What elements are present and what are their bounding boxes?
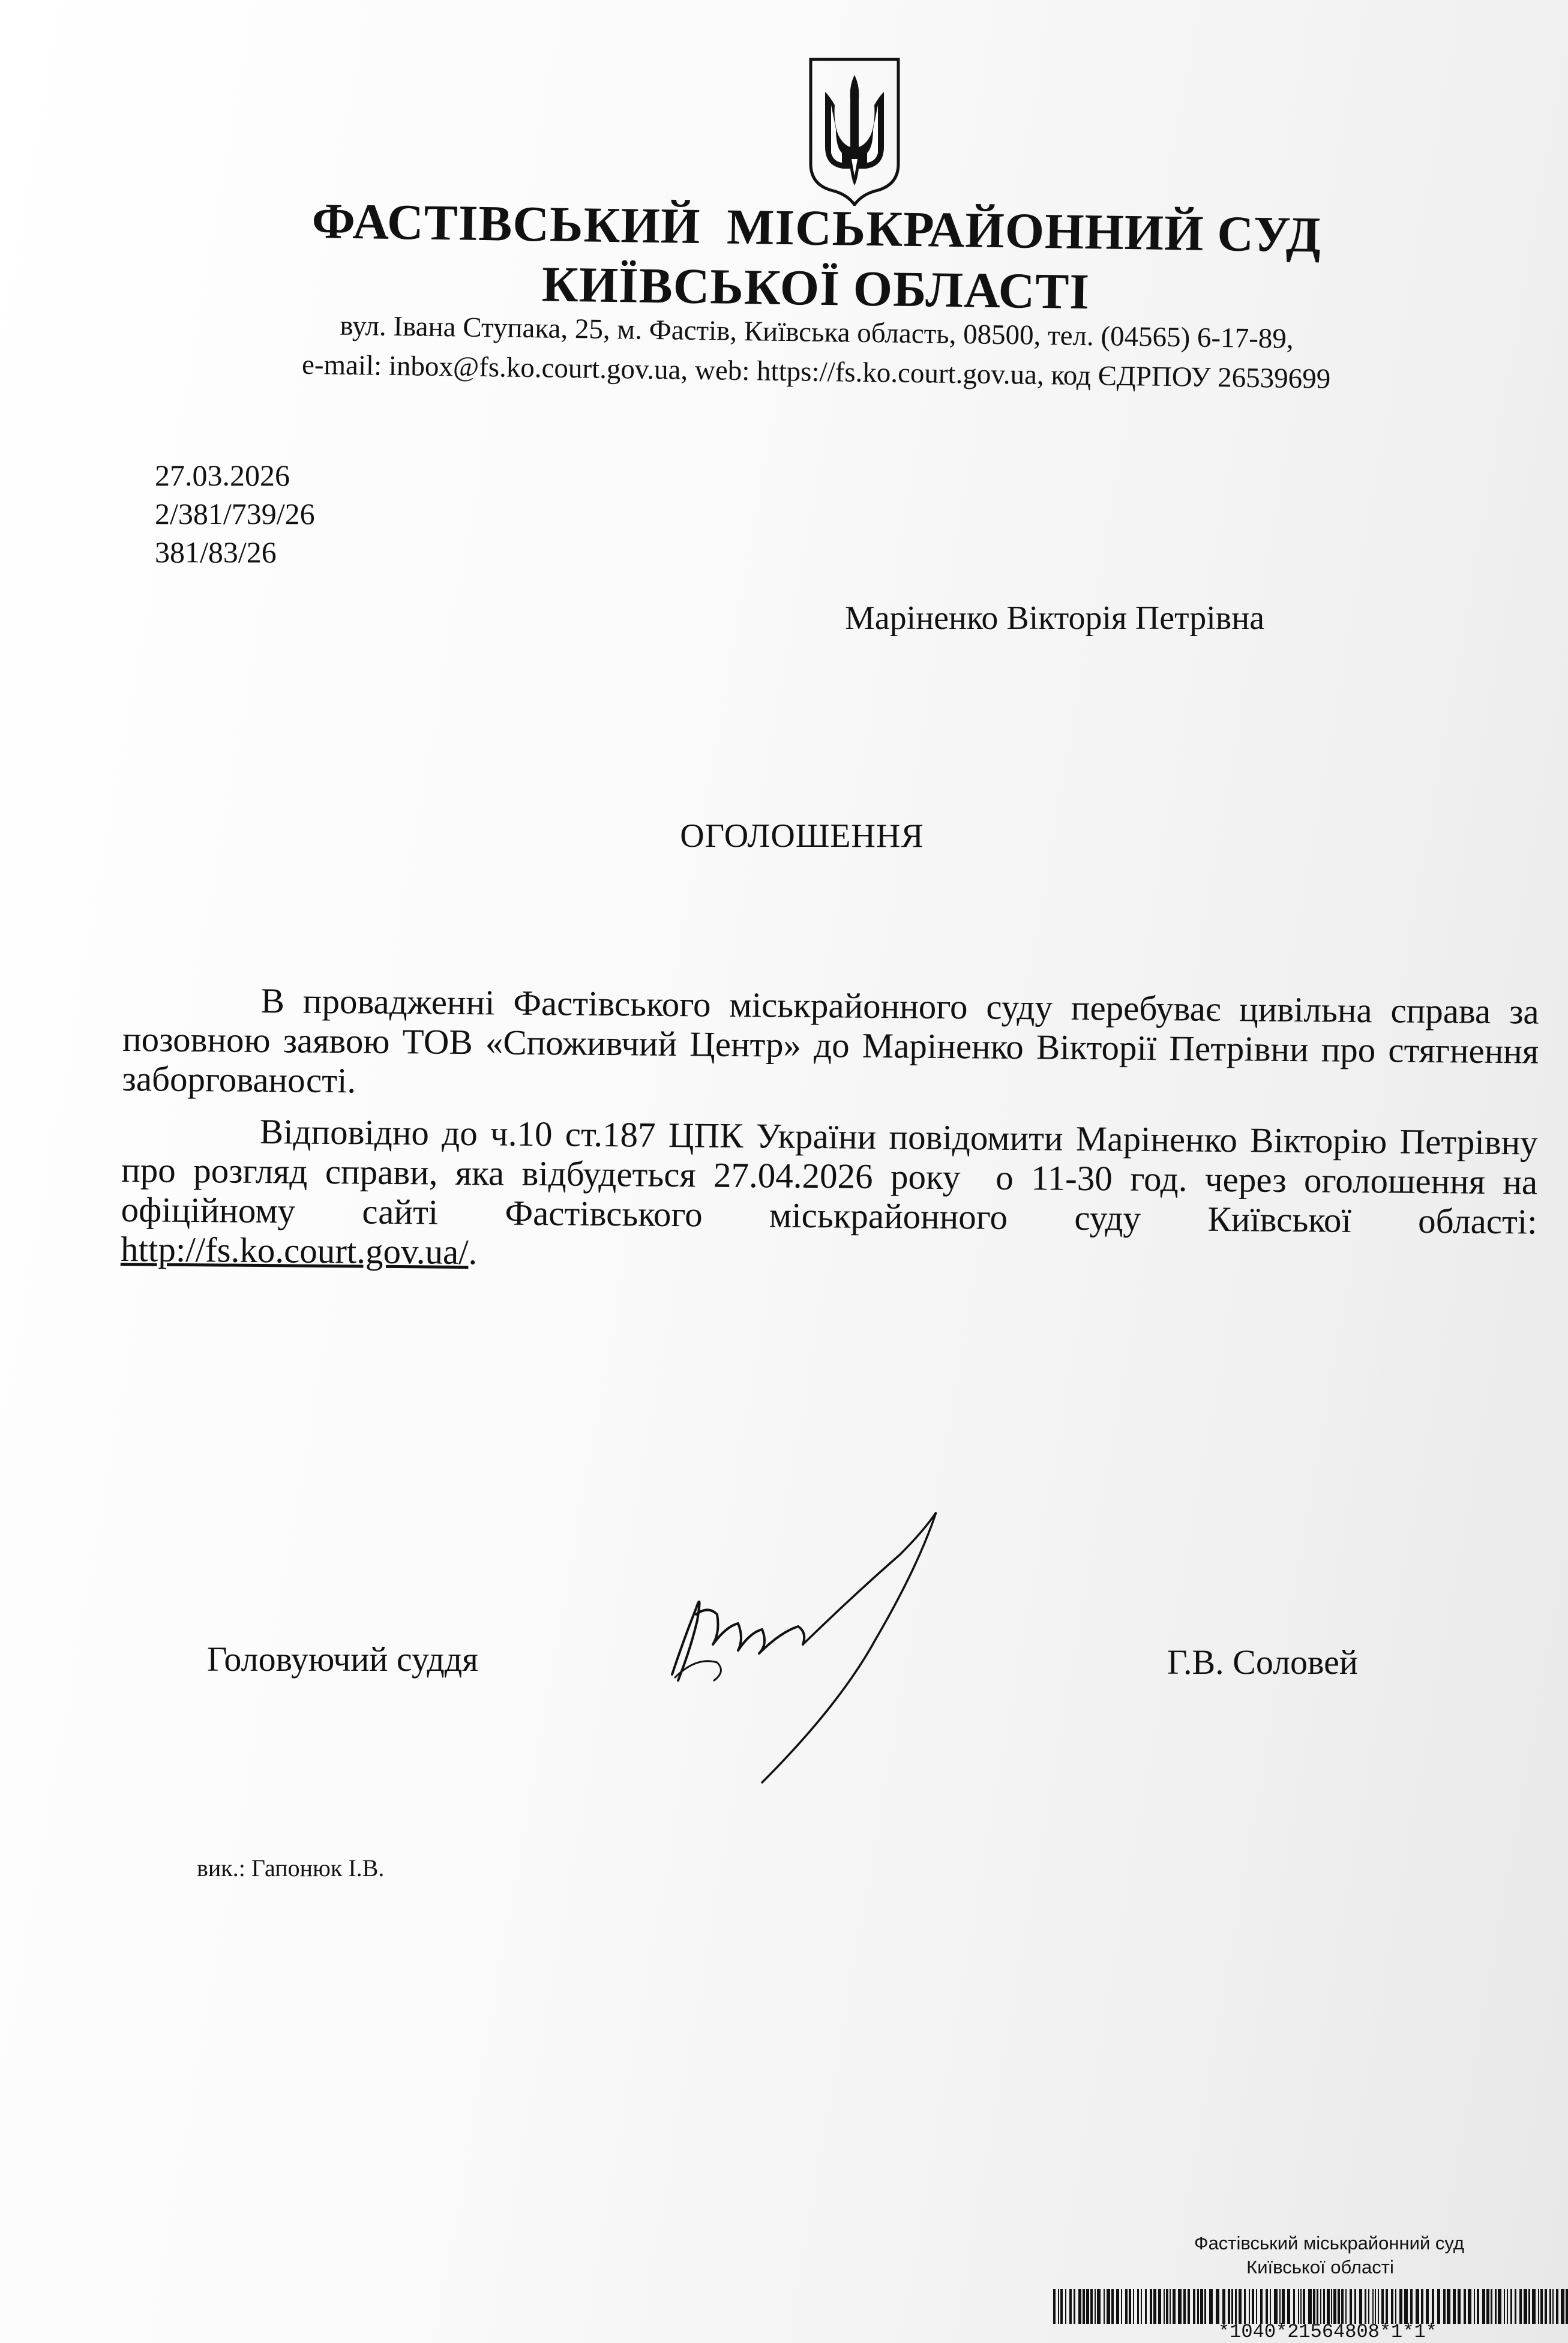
barcode-bar: [1231, 2289, 1233, 2324]
registry-stamp: [1056, 2231, 1568, 2279]
barcode-bar: [1173, 2289, 1176, 2324]
notice-body: [120, 979, 1547, 1293]
barcode-bar: [1477, 2289, 1479, 2324]
barcode: [1053, 2289, 1568, 2324]
barcode-bar: [1249, 2289, 1250, 2324]
barcode-bar: [1482, 2289, 1485, 2324]
proceeding-number: 381/83/26: [155, 535, 277, 569]
barcode-bar: [1188, 2289, 1190, 2324]
barcode-bar: [1320, 2289, 1321, 2324]
handwritten-signature: [660, 1500, 996, 1788]
barcode-bar: [1058, 2289, 1059, 2324]
barcode-bar: [1158, 2289, 1161, 2324]
barcode-bar: [1404, 2289, 1408, 2324]
barcode-bar: [1074, 2289, 1075, 2324]
barcode-bar: [1287, 2289, 1290, 2324]
barcode-bar: [1458, 2289, 1461, 2324]
barcode-bar: [1375, 2289, 1376, 2324]
barcode-bar: [1239, 2289, 1242, 2324]
barcode-bar: [1282, 2289, 1285, 2324]
barcode-bar: [1053, 2289, 1056, 2324]
barcode-bar: [1354, 2289, 1356, 2324]
barcode-bar: [1111, 2289, 1114, 2324]
barcode-bar: [1164, 2289, 1165, 2324]
notice-paragraph-2-end: .: [468, 1232, 478, 1272]
barcode-bar: [1274, 2289, 1278, 2324]
notice-paragraph-2-text: Відповідно до ч.10 ст.187 ЦПК України повідомити Маріненко Вікторію Петрівну про розгляд справи, яка відбудеться 27.04.2026 року о 11-30 год. через оголошення на офіційному сайті Фастівського міськрайонного суду Київської області:: [121, 1111, 1547, 1242]
barcode-bar: [1065, 2289, 1066, 2324]
barcode-bar: [1432, 2289, 1434, 2324]
barcode-bar: [1313, 2289, 1315, 2324]
barcode-bar: [1244, 2289, 1246, 2324]
barcode-bar: [1090, 2289, 1093, 2324]
document-date: 27.03.2026: [155, 459, 290, 492]
stamp-line1: Фастівський міськрайонний суд: [1194, 2233, 1464, 2254]
barcode-bar: [1464, 2289, 1466, 2324]
notice-paragraph-1: В провадженні Фастівського міськрайонного суду перебуває цивільна справа за позовною заявою ТОВ «Споживчий Центр» до Маріненко Вікторії Петрівни про стягнення заборгованості.: [122, 981, 1539, 1101]
barcode-bar: [1498, 2289, 1501, 2324]
barcode-bar: [1060, 2289, 1063, 2324]
barcode-bar: [1416, 2289, 1419, 2324]
court-name-line2: КИЇВСЬКОЇ ОБЛАСТІ: [541, 256, 1090, 320]
barcode-bar: [1399, 2289, 1402, 2324]
notice-title: ОГОЛОШЕННЯ: [680, 817, 924, 855]
barcode-bar: [1216, 2289, 1219, 2324]
barcode-bar: [1504, 2289, 1505, 2324]
barcode-bar: [1345, 2289, 1347, 2324]
barcode-bar: [1507, 2289, 1508, 2324]
court-website-link[interactable]: http://fs.ko.court.gov.ua/: [120, 1229, 469, 1272]
barcode-bar: [1170, 2289, 1171, 2324]
barcode-bar: [1256, 2289, 1257, 2324]
barcode-bar: [1086, 2289, 1089, 2324]
signatory-title: Головуючий суддя: [207, 1640, 478, 1679]
barcode-bar: [1556, 2289, 1558, 2324]
barcode-bar: [1279, 2289, 1281, 2324]
barcode-number: *1040*21564808*1*1*: [1218, 2321, 1437, 2343]
barcode-bar: [1137, 2289, 1139, 2324]
barcode-bar: [1410, 2289, 1413, 2324]
barcode-bar: [1252, 2289, 1254, 2324]
barcode-bar: [1549, 2289, 1551, 2324]
barcode-bar: [1303, 2289, 1305, 2324]
barcode-bar: [1453, 2289, 1456, 2324]
barcode-bar: [1228, 2289, 1230, 2324]
barcode-bar: [1468, 2289, 1471, 2324]
barcode-bar: [1378, 2289, 1379, 2324]
barcode-bar: [1538, 2289, 1539, 2324]
barcode-bar: [1331, 2289, 1332, 2324]
reference-block: [155, 456, 315, 571]
barcode-bar: [1078, 2289, 1081, 2324]
barcode-bar: [1141, 2289, 1142, 2324]
barcode-bar: [1528, 2289, 1530, 2324]
address-line2: e-mail: inbox@fs.ko.court.gov.ua, web: https://fs.ko.court.gov.ua, код ЄДРПОУ 26539699: [301, 349, 1331, 395]
barcode-bar: [1209, 2289, 1213, 2324]
barcode-bar: [1323, 2289, 1325, 2324]
barcode-bar: [1391, 2289, 1393, 2324]
barcode-bar: [1426, 2289, 1429, 2324]
barcode-bar: [1486, 2289, 1489, 2324]
barcode-bar: [1540, 2289, 1543, 2324]
barcode-bar: [1095, 2289, 1096, 2324]
barcode-bar: [1270, 2289, 1271, 2324]
court-name-line1: ФАСТІВСЬКИЙ МІСЬКРАЙОННИЙ СУД: [311, 193, 1322, 263]
stamp-line2: Київської області: [1246, 2257, 1394, 2278]
barcode-bar: [1133, 2289, 1134, 2324]
barcode-bar: [1204, 2289, 1206, 2324]
barcode-bar: [1116, 2289, 1119, 2324]
barcode-bar: [1515, 2289, 1516, 2324]
barcode-bar: [1395, 2289, 1396, 2324]
barcode-bar: [1097, 2289, 1101, 2324]
barcode-bar: [1359, 2289, 1362, 2324]
barcode-bar: [1083, 2289, 1085, 2324]
barcode-bar: [1129, 2289, 1131, 2324]
barcode-bar: [1222, 2289, 1225, 2324]
barcode-bar: [1153, 2289, 1156, 2324]
executor-note: вик.: Гапонюк І.В.: [197, 1854, 385, 1881]
barcode-bar: [1300, 2289, 1302, 2324]
barcode-bar: [1200, 2289, 1203, 2324]
barcode-bar: [1386, 2289, 1388, 2324]
trident-emblem: [807, 57, 902, 206]
barcode-bar: [1495, 2289, 1497, 2324]
barcode-bar: [1069, 2289, 1072, 2324]
barcode-bar: [1266, 2289, 1268, 2324]
barcode-bar: [1298, 2289, 1299, 2324]
barcode-bar: [1166, 2289, 1168, 2324]
notice-paragraph-2: [120, 1110, 1547, 1281]
barcode-bar: [1107, 2289, 1110, 2324]
barcode-bar: [1519, 2289, 1522, 2324]
case-number: 2/381/739/26: [155, 497, 315, 531]
barcode-bar: [1260, 2289, 1263, 2324]
barcode-bar: [1150, 2289, 1152, 2324]
recipient-name: Маріненко Вікторія Петрівна: [845, 600, 1265, 637]
barcode-bar: [1197, 2289, 1199, 2324]
barcode-bar: [1293, 2289, 1295, 2324]
barcode-bar: [1561, 2289, 1564, 2324]
barcode-bar: [1104, 2289, 1105, 2324]
barcode-bar: [1317, 2289, 1318, 2324]
barcode-bar: [1545, 2289, 1547, 2324]
barcode-bar: [1145, 2289, 1147, 2324]
barcode-bar: [1308, 2289, 1312, 2324]
barcode-bar: [1365, 2289, 1366, 2324]
barcode-bar: [1524, 2289, 1527, 2324]
barcode-bar: [1338, 2289, 1340, 2324]
barcode-bar: [1421, 2289, 1423, 2324]
barcode-bar: [1566, 2289, 1568, 2324]
barcode-bar: [1327, 2289, 1330, 2324]
barcode-bar: [1491, 2289, 1492, 2324]
barcode-bar: [1235, 2289, 1237, 2324]
barcode-bar: [1443, 2289, 1446, 2324]
signatory-name: Г.В. Соловей: [1167, 1643, 1358, 1682]
barcode-bar: [1368, 2289, 1369, 2324]
barcode-bar: [1474, 2289, 1475, 2324]
barcode-bar: [1350, 2289, 1352, 2324]
barcode-bar: [1372, 2289, 1374, 2324]
barcode-bar: [1447, 2289, 1450, 2324]
barcode-bar: [1341, 2289, 1344, 2324]
barcode-bar: [1532, 2289, 1536, 2324]
barcode-bar: [1437, 2289, 1440, 2324]
barcode-bar: [1178, 2289, 1182, 2324]
barcode-bar: [1552, 2289, 1554, 2324]
barcode-bar: [1333, 2289, 1336, 2324]
barcode-bar: [1183, 2289, 1186, 2324]
barcode-bar: [1381, 2289, 1384, 2324]
barcode-bar: [1121, 2289, 1122, 2324]
barcode-bar: [1193, 2289, 1195, 2324]
barcode-bar: [1510, 2289, 1512, 2324]
address-line1: вул. Івана Ступака, 25, м. Фастів, Київська область, 08500, тел. (04565) 6-17-89,: [340, 310, 1294, 355]
barcode-bar: [1125, 2289, 1128, 2324]
